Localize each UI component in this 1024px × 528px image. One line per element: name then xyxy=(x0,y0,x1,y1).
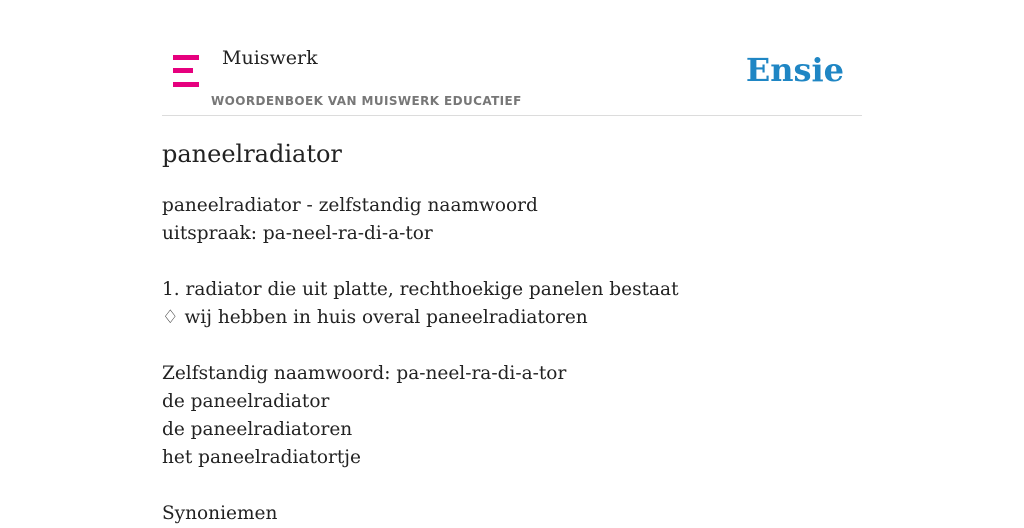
entry-line-word-class: paneelradiator - zelfstandig naamwoord xyxy=(162,195,538,216)
entry-title: paneelradiator xyxy=(162,140,342,168)
entry-line-blank xyxy=(162,332,862,360)
entry-line-example: ♢ wij hebben in huis overal paneelradiatoren xyxy=(162,307,588,328)
entry-line-definition: 1. radiator die uit platte, rechthoekige panelen bestaat xyxy=(162,279,679,300)
entry-line-synonyms-heading: Synoniemen xyxy=(162,503,278,524)
entry-line-blank xyxy=(162,248,862,276)
dictionary-subtitle: WOORDENBOEK VAN MUISWERK EDUCATIEF xyxy=(211,94,522,108)
brand-name[interactable]: Muiswerk xyxy=(222,47,318,69)
entry-line-diminutive: het paneelradiatortje xyxy=(162,447,361,468)
header xyxy=(162,0,862,116)
entry-line-pronunciation: uitspraak: pa-neel-ra-di-a-tor xyxy=(162,223,433,244)
entry-line-plural: de paneelradiatoren xyxy=(162,419,353,440)
entry-line-noun-syllables: Zelfstandig naamwoord: pa-neel-ra-di-a-tor xyxy=(162,363,567,384)
entry-line-blank xyxy=(162,472,862,500)
page xyxy=(162,0,862,524)
ensie-logo[interactable]: Ensie xyxy=(745,51,844,89)
entry-line-singular: de paneelradiator xyxy=(162,391,330,412)
entry-content xyxy=(162,192,862,528)
muiswerk-logo-icon[interactable] xyxy=(173,55,199,87)
